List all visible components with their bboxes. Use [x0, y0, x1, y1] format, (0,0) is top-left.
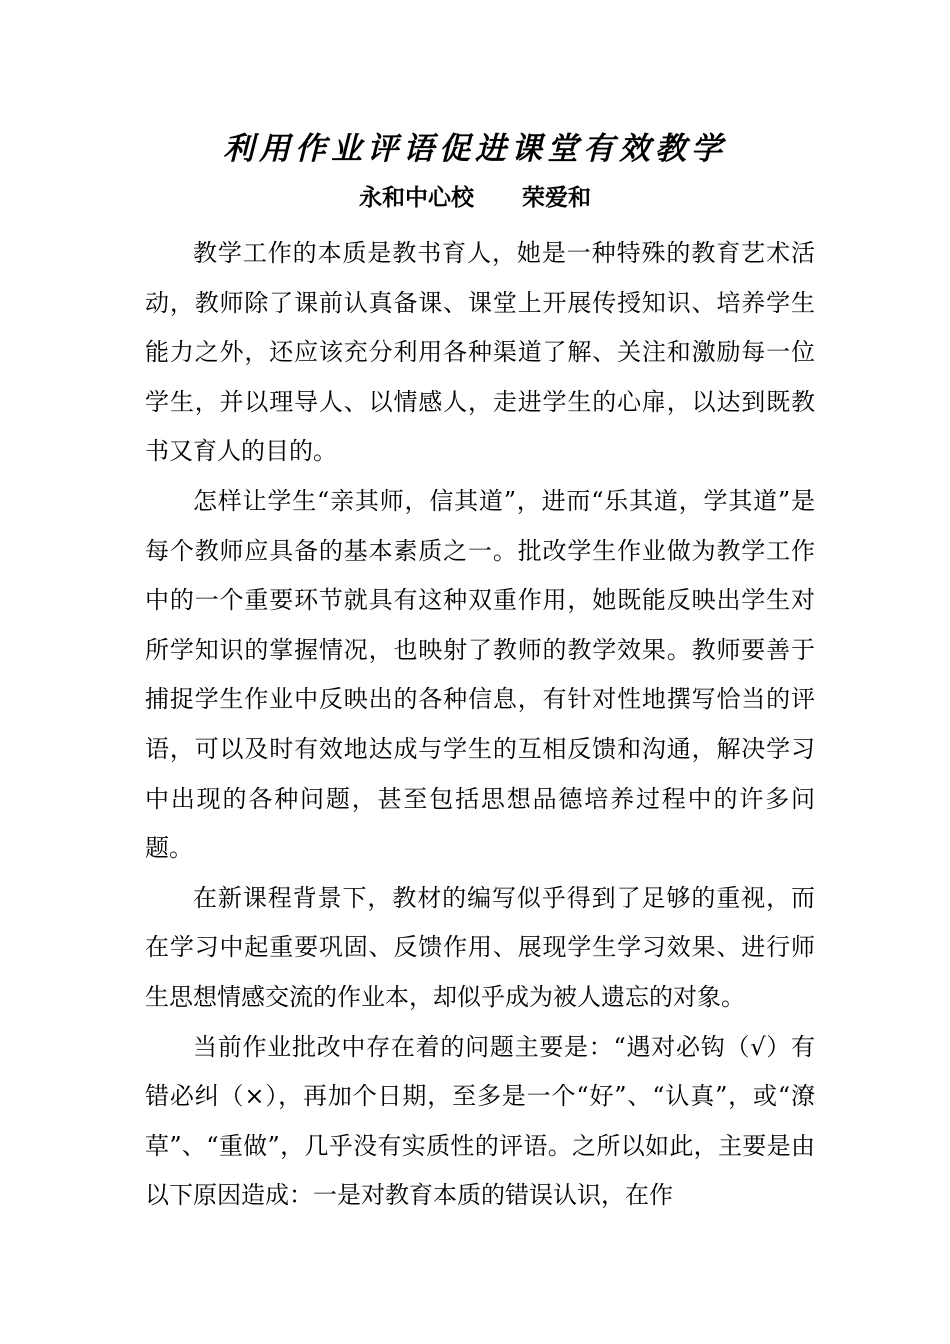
- paragraph: 当前作业批改中存在着的问题主要是：“遇对必钩（√）有错必纠（×），再加个日期，至多是一个“好”、“认真”，或“潦草”、“重做”，几乎没有实质性的评语。之所以如此，主要是由以下原因造成：一是对教育本质的错误认识，在作: [145, 1032, 815, 1210]
- paragraph: 怎样让学生“亲其师，信其道”，进而“乐其道，学其道”是每个教师应具备的基本素质之一。批改学生作业做为教学工作中的一个重要环节就具有这种双重作用，她既能反映出学生对所学知识的掌握情况，也映射了教师的教学效果。教师要善于捕捉学生作业中反映出的各种信息，有针对性地撰写恰当的评语，可以及时有效地达成与学生的互相反馈和沟通，解决学习中出现的各种问题，甚至包括思想品德培养过程中的许多问题。: [145, 486, 815, 863]
- paragraph: 教学工作的本质是教书育人，她是一种特殊的教育艺术活动，教师除了课前认真备课、课堂上开展传授知识、培养学生能力之外，还应该充分利用各种渠道了解、关注和激励每一位学生，并以理导人、以情感人，走进学生的心扉，以达到既教书又育人的目的。: [145, 239, 815, 466]
- article-body: [145, 229, 815, 1221]
- author-byline: [0, 178, 950, 218]
- page-title: 利用作业评语促进课堂有效教学: [223, 131, 727, 167]
- paragraph: 在新课程背景下，教材的编写似乎得到了足够的重视，而在学习中起重要巩固、反馈作用、展现学生学习效果、进行师生思想情感交流的作业本，却似乎成为被人遗忘的对象。: [145, 883, 815, 1011]
- author-name: 荣爱和: [522, 185, 592, 211]
- school-name: 永和中心校: [358, 185, 474, 211]
